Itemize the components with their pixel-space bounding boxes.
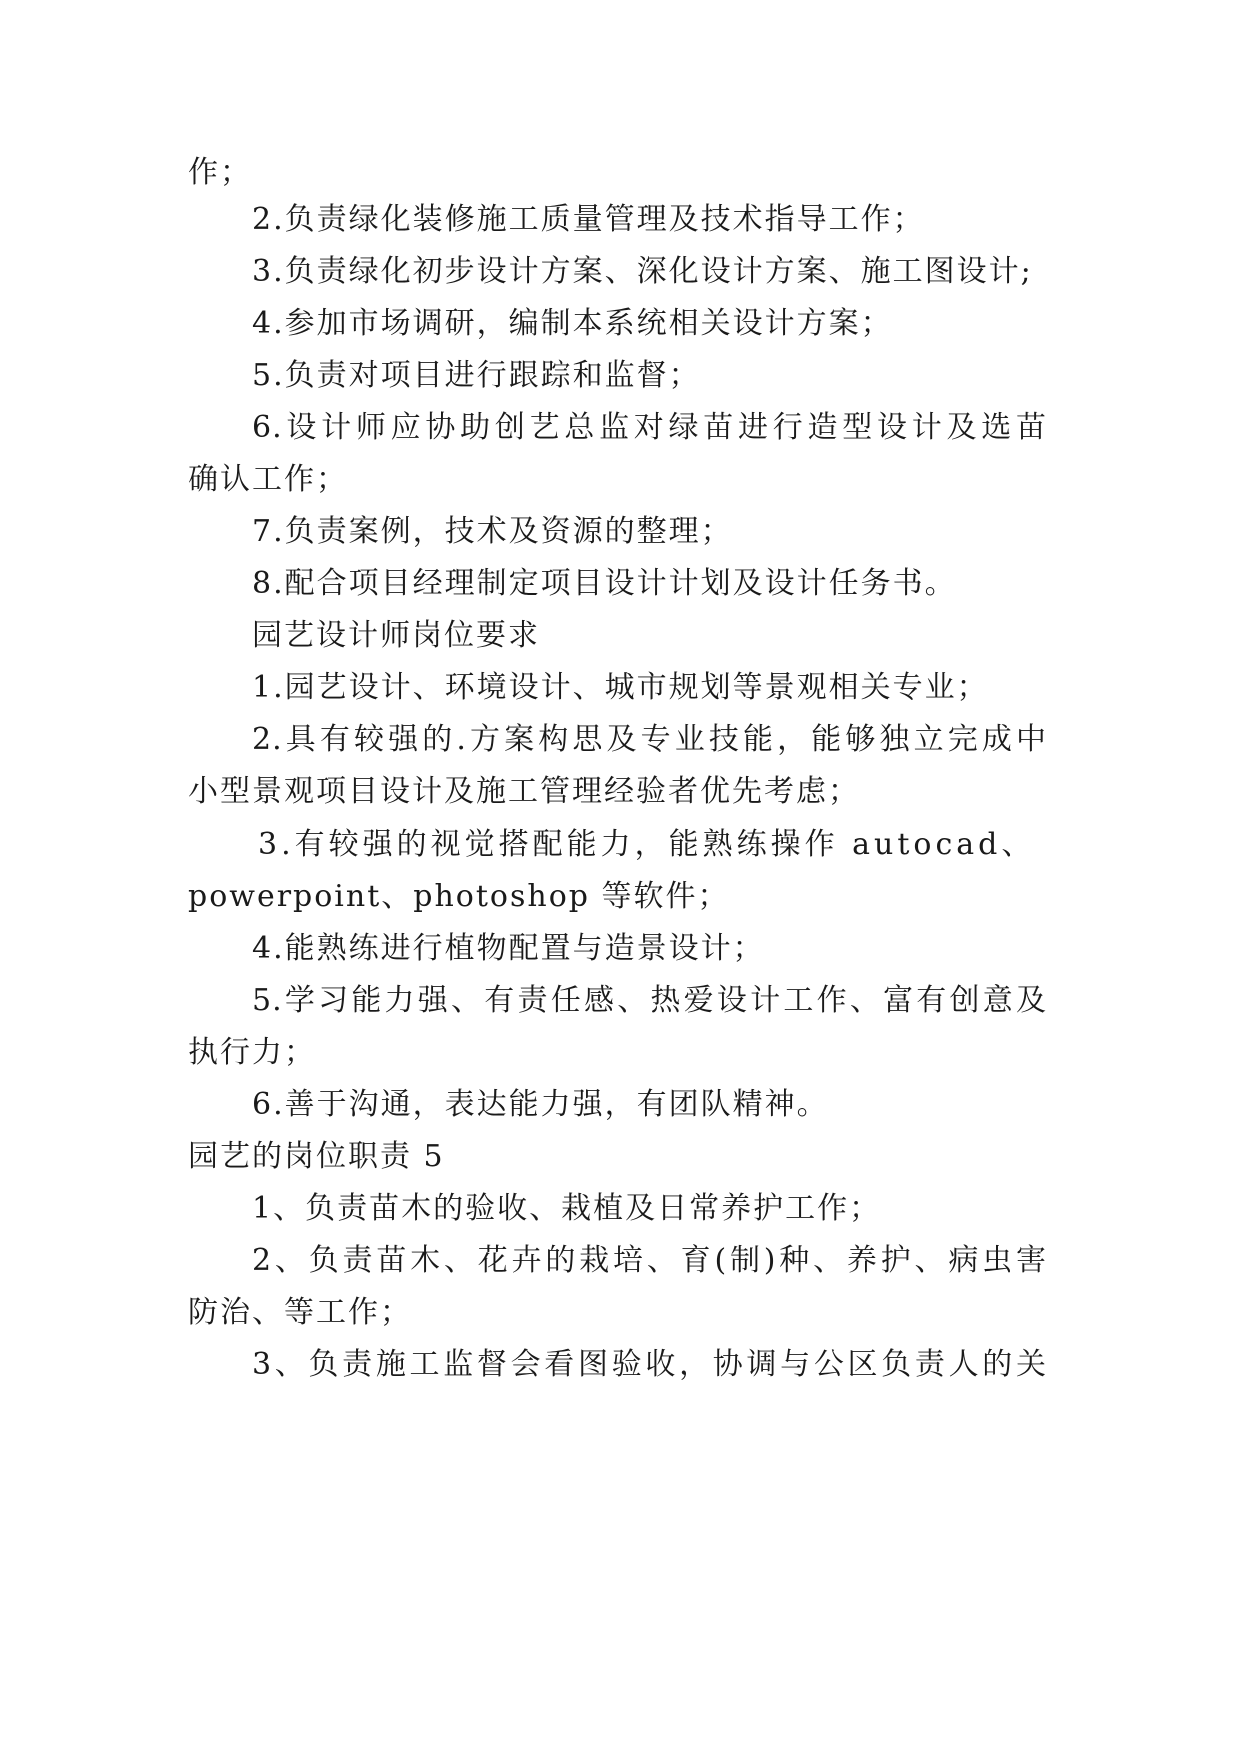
text-line: 防治、等工作； [188,1295,412,1330]
text-line: 6.善于沟通，表达能力强，有团队精神。 [252,1087,829,1122]
text-line: 确认工作； [188,462,348,497]
text-line: 4.参加市场调研，编制本系统相关设计方案； [252,306,893,341]
section-heading: 园艺的岗位职责 5 [188,1139,445,1174]
text-line: 2.负责绿化装修施工质量管理及技术指导工作； [252,202,925,237]
text-line: 6.设计师应协助创艺总监对绿苗进行造型设计及选苗 [252,410,1047,445]
text-line: 3、负责施工监督会看图验收，协调与公区负责人的关 [252,1347,1047,1382]
text-line: 5.负责对项目进行跟踪和监督； [252,358,701,393]
text-line: 2、负责苗木、花卉的栽培、育(制)种、养护、病虫害 [252,1243,1047,1278]
text-line: 3.负责绿化初步设计方案、深化设计方案、施工图设计; [252,254,1033,289]
text-line: 8.配合项目经理制定项目设计计划及设计任务书。 [252,566,957,601]
text-line: 1、负责苗木的验收、栽植及日常养护工作； [252,1191,882,1226]
text-line: 4.能熟练进行植物配置与造景设计； [252,931,765,966]
section-heading: 园艺设计师岗位要求 [252,618,540,653]
text-line: powerpoint、photoshop 等软件； [188,879,730,914]
text-line: 执行力； [188,1035,316,1070]
text-line: 7.负责案例，技术及资源的整理； [252,514,733,549]
text-line: 5.学习能力强、有责任感、热爱设计工作、富有创意及 [252,983,1047,1018]
text-line: 小型景观项目设计及施工管理经验者优先考虑； [188,774,860,809]
text-line: 3.有较强的视觉搭配能力，能熟练操作 autocad、 [258,827,1036,862]
text-line: 1.园艺设计、环境设计、城市规划等景观相关专业； [252,670,989,705]
text-line: 作； [188,155,252,190]
text-line: 2.具有较强的.方案构思及专业技能，能够独立完成中 [252,722,1047,757]
